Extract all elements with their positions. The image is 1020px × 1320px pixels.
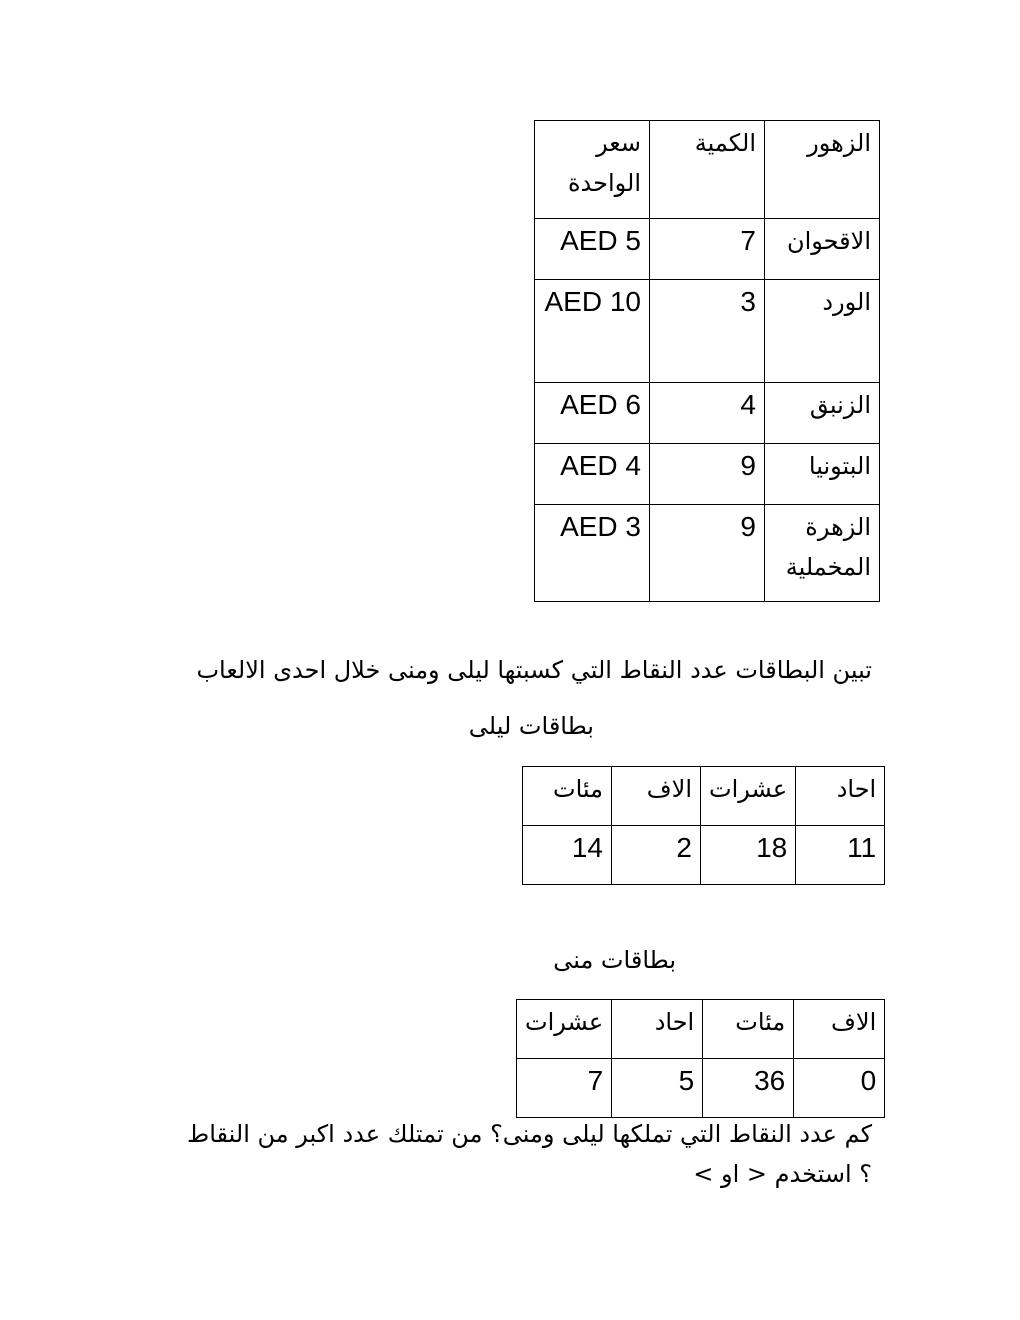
question-line-2: ؟ استخدم < او > [693, 1160, 872, 1188]
flower-name: الورد [765, 280, 880, 383]
flower-quantity: 9 [650, 444, 765, 505]
value-hundreds: 36 [703, 1059, 794, 1118]
value-hundreds: 14 [523, 826, 612, 885]
flower-name: الزهرة المخملية [765, 505, 880, 602]
flower-quantity: 3 [650, 280, 765, 383]
value-thousands: 0 [794, 1059, 885, 1118]
layla-cards-title: بطاقات ليلى [468, 712, 594, 740]
header-hundreds: مئات [703, 1000, 794, 1059]
table-row [535, 219, 880, 280]
flower-price: 5 AED [535, 219, 650, 280]
header-unit-price: سعر الواحدة [535, 121, 650, 219]
flower-quantity: 7 [650, 219, 765, 280]
table-header-row [517, 1000, 885, 1059]
value-tens: 18 [701, 826, 796, 885]
intro-text: تبين البطاقات عدد النقاط التي كسبتها ليلى ومنى خلال احدى الالعاب [196, 656, 872, 684]
flower-name: الزنبق [765, 383, 880, 444]
flower-name: الاقحوان [765, 219, 880, 280]
value-thousands: 2 [612, 826, 701, 885]
flower-price: 10 AED [535, 280, 650, 383]
table-row [517, 1059, 885, 1118]
header-tens: عشرات [517, 1000, 612, 1059]
layla-cards-table [522, 766, 885, 885]
table-header-row [523, 767, 885, 826]
table-row [535, 280, 880, 383]
flowers-table [534, 120, 880, 602]
table-row [523, 826, 885, 885]
table-row [535, 444, 880, 505]
header-thousands: الاف [612, 767, 701, 826]
muna-cards-title: بطاقات منى [553, 946, 676, 974]
table-row [535, 383, 880, 444]
header-thousands: الاف [794, 1000, 885, 1059]
value-ones: 5 [612, 1059, 703, 1118]
flower-name: البتونيا [765, 444, 880, 505]
header-tens: عشرات [701, 767, 796, 826]
flower-price: 3 AED [535, 505, 650, 602]
question-line-1: كم عدد النقاط التي تملكها ليلى ومنى؟ من تمتلك عدد اكبر من النقاط [187, 1120, 872, 1148]
header-ones: احاد [796, 767, 885, 826]
flower-quantity: 4 [650, 383, 765, 444]
table-header-row [535, 121, 880, 219]
flower-quantity: 9 [650, 505, 765, 602]
value-tens: 7 [517, 1059, 612, 1118]
header-ones: احاد [612, 1000, 703, 1059]
value-ones: 11 [796, 826, 885, 885]
header-hundreds: مئات [523, 767, 612, 826]
header-flowers: الزهور [765, 121, 880, 219]
muna-cards-table [516, 999, 885, 1118]
table-row [535, 505, 880, 602]
header-quantity: الكمية [650, 121, 765, 219]
flower-price: 6 AED [535, 383, 650, 444]
flower-price: 4 AED [535, 444, 650, 505]
